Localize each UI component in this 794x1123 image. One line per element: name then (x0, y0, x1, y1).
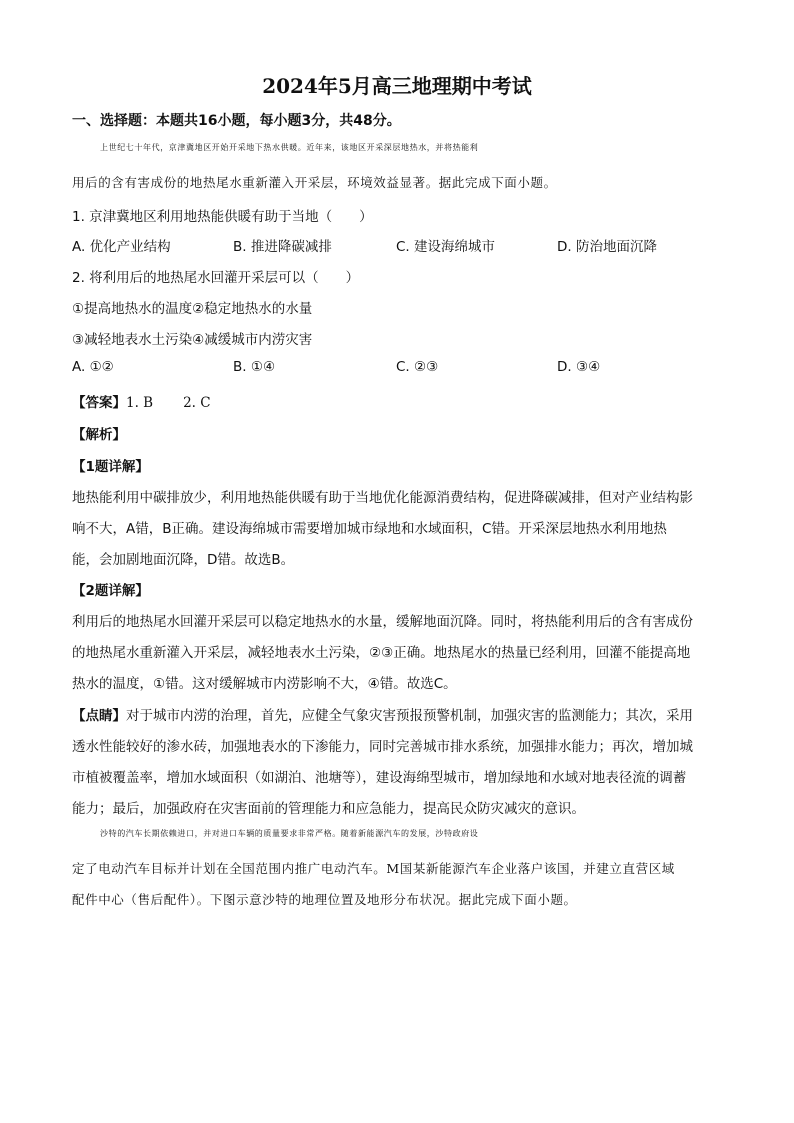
q2-option-d: D. ③④ (557, 359, 601, 375)
q1-option-d: D. 防治地面沉降 (557, 239, 657, 255)
q1-option-a: A. 优化产业结构 (72, 239, 171, 255)
passage1-line-1: 上世纪七十年代，京津冀地区开始开采地下热水供暖。近年来，该地区开采深层地热水，并将热能利 (100, 143, 479, 152)
q2-option-c: C. ②③ (396, 359, 439, 375)
detail1-line-2: 响不大，A错，B正确。建设海绵城市需要增加城市绿地和水域面积，C错。开采深层地热水利用地热 (72, 521, 667, 537)
q2-statements-line-1: ①提高地热水的温度②稳定地热水的水量 (72, 301, 313, 317)
page-title: 2024年5月高三地理期中考试 (262, 74, 532, 98)
question-1-stem: 1. 京津冀地区利用地热能供暖有助于当地（ ） (72, 209, 373, 225)
q2-statements-line-2: ③减轻地表水土污染④减缓城市内涝灾害 (72, 332, 313, 348)
detail1-line-1: 地热能利用中碳排放少，利用地热能供暖有助于当地优化能源消费结构，促进降碳减排，但对产业结构影 (72, 490, 693, 506)
analysis-label: 【解析】 (72, 427, 126, 443)
detail2-line-3: 热水的温度，①错。这对缓解城市内涝影响不大，④错。故选C。 (72, 676, 457, 692)
detail2-line-1: 利用后的地热尾水回灌开采层可以稳定地热水的水量，缓解地面沉降。同时，将热能利用后的含有害成份 (72, 614, 693, 630)
section-heading: 一、选择题：本题共16小题，每小题3分，共48分。 (72, 113, 401, 129)
answer-row (72, 391, 724, 411)
q1-option-c: C. 建设海绵城市 (396, 239, 496, 255)
answer-label: 【答案】 (72, 395, 126, 411)
passage2-line-3: 配件中心（售后配件）。下图示意沙特的地理位置及地形分布状况。据此完成下面小题。 (72, 892, 577, 907)
passage2-line-2: 定了电动汽车目标并计划在全国范围内推广电动汽车。M国某新能源汽车企业落户该国，并建立直营区域 (72, 861, 675, 876)
detail1-line-3: 能，会加剧地面沉降，D错。故选B。 (72, 552, 295, 568)
question-2-stem: 2. 将利用后的地热尾水回灌开采层可以（ ） (72, 270, 360, 286)
tip-text-1: 对于城市内涝的治理，首先，应健全气象灾害预报预警机制，加强灾害的监测能力；其次，采用 (126, 708, 693, 724)
q1-option-b: B. 推进降碳减排 (233, 239, 332, 255)
q2-option-a: A. ①② (72, 359, 114, 375)
detail1-label: 【1题详解】 (72, 459, 149, 475)
detail2-label: 【2题详解】 (72, 583, 149, 599)
tip-line-3: 市植被覆盖率，增加水域面积（如湖泊、池塘等），建设海绵型城市，增加绿地和水域对地表径流的调蓄 (72, 770, 687, 786)
answer-1: 1. B (126, 395, 154, 411)
tip-line-2: 透水性能较好的渗水砖，加强地表水的下渗能力，同时完善城市排水系统，加强排水能力；再次，增加城 (72, 739, 693, 755)
q2-option-b: B. ①④ (233, 359, 276, 375)
answer-2: 2. C (183, 395, 211, 411)
passage2-line-1: 沙特的汽车长期依赖进口，并对进口车辆的质量要求非常严格。随着新能源汽车的发展，沙特政府设 (100, 829, 479, 838)
tip-line-1 (72, 704, 724, 724)
tip-label: 【点睛】 (72, 708, 126, 724)
detail2-line-2: 的地热尾水重新灌入开采层，减轻地表水土污染，②③正确。地热尾水的热量已经利用，回灌不能提高地 (72, 645, 691, 661)
passage1-line-2: 用后的含有害成份的地热尾水重新灌入开采层，环境效益显著。据此完成下面小题。 (72, 175, 557, 190)
tip-line-4: 能力；最后，加强政府在灾害面前的管理能力和应急能力，提高民众防灾减灾的意识。 (72, 801, 585, 817)
